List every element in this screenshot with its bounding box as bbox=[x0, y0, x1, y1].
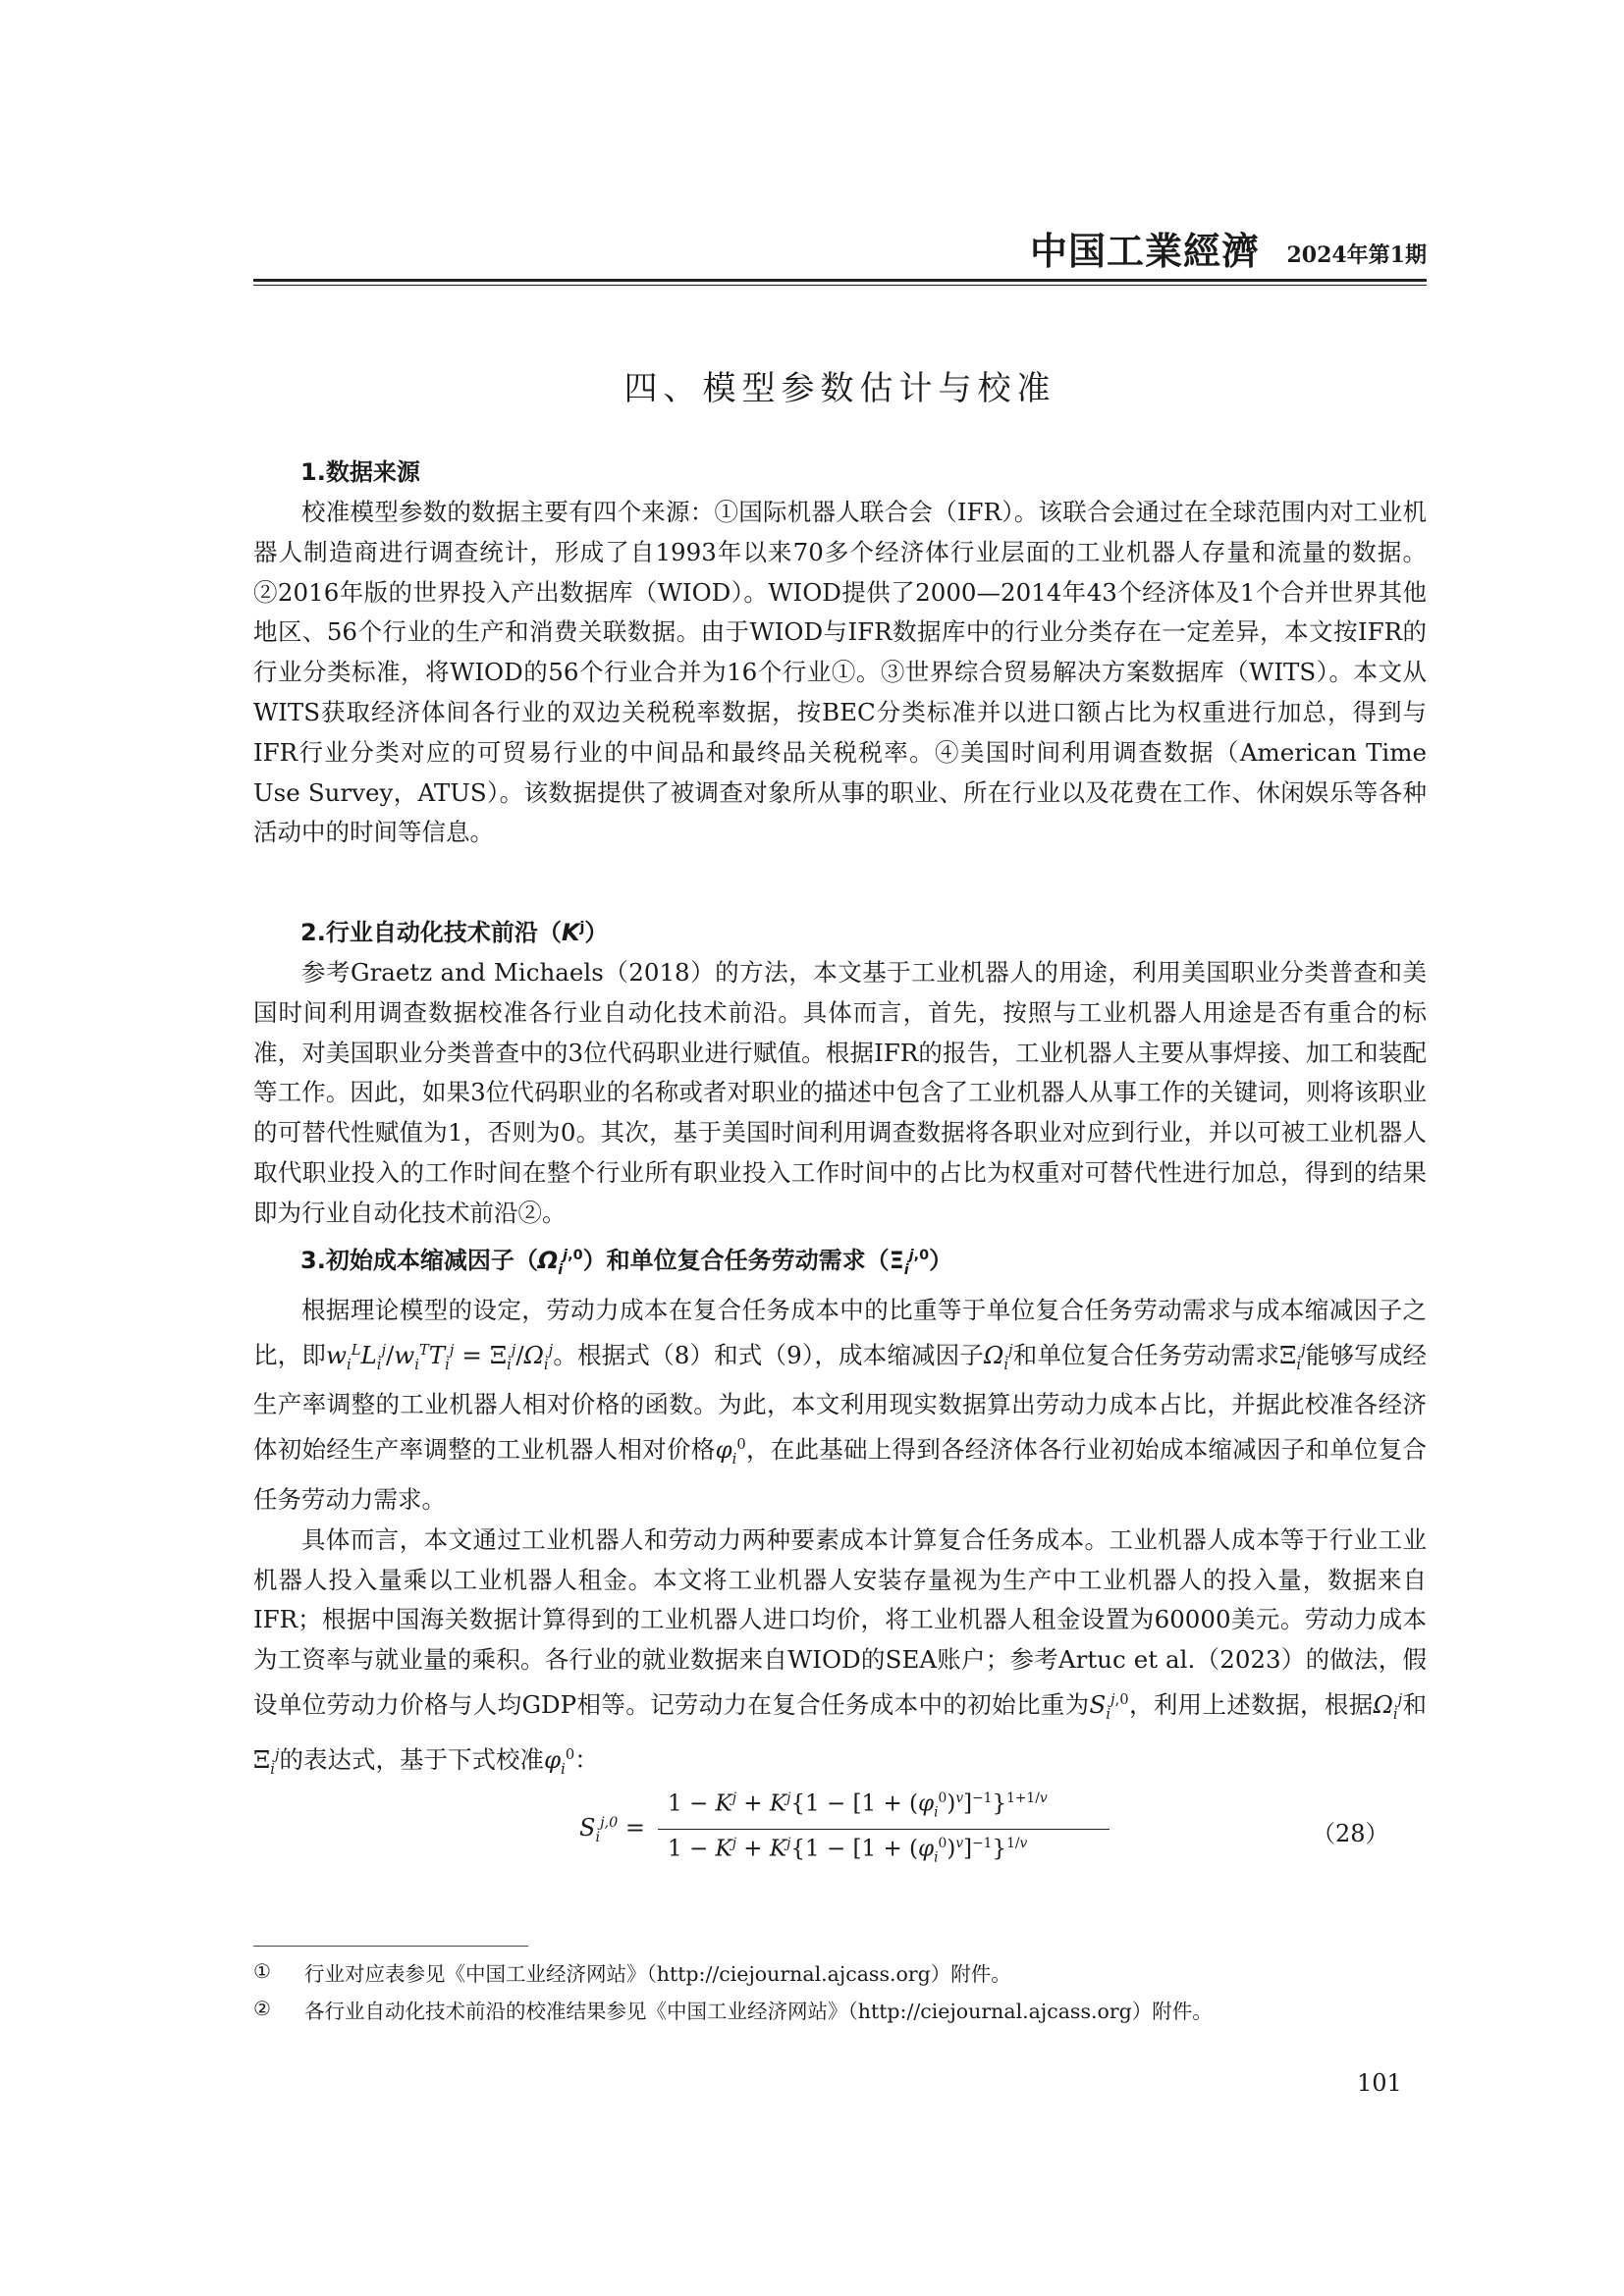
equation-lhs: $S_i^{j,0}$ = bbox=[579, 1814, 646, 1845]
section-title: 四、模型参数估计与校准 bbox=[623, 369, 1056, 408]
journal-name: 中国工業經濟 bbox=[1029, 229, 1260, 273]
section-automation-frontier bbox=[253, 907, 1427, 1234]
section-data-sources bbox=[253, 452, 1427, 853]
paragraph: 校准模型参数的数据主要有四个来源：①国际机器人联合会（IFR）。该联合会通过在全球范围内对工业机器人制造商进行调查统计，形成了自1993年以来70多个经济体行业层面的工业机器人存量和流量的数据。②2016年版的世界投入产出数据库（WIOD）。WIOD提供了2000—2014年43个经济体及1个合并世界其他地区、56个行业的生产和消费关联数据。由于WIOD与IFR数据库中的行业分类存在一定差异，本文按IFR的行业分类标准，将WIOD的56个行业合并为16个行业①。③世界综合贸易解决方案数据库（WITS）。本文从WITS获取经济体间各行业的双边关税税率数据，按BEC分类标准并以进口额占比为权重进行加总，得到与IFR行业分类对应的可贸易行业的中间品和最终品关税税率。④美国时间利用调查数据（American Time Use Survey，ATUS）。该数据提供了被调查对象所从事的职业、所在行业以及花费在工作、休闲娱乐等各种活动中的时间等信息。 bbox=[253, 498, 1427, 847]
footnote-rule bbox=[253, 1946, 528, 1947]
paragraph: 参考Graetz and Michaels（2018）的方法，本文基于工业机器人的用途，利用美国职业分类普查和美国时间利用调查数据校准各行业自动化技术前沿。具体而言，首先，按照与工业机器人用途是否有重合的标准，对美国职业分类普查中的3位代码职业进行赋值。根据IFR的报告，工业机器人主要从事焊接、加工和装配等工作。因此，如果3位代码职业的名称或者对职业的描述中包含了工业机器人从事工作的关键词，则将该职业的可替代性赋值为1，否则为0。其次，基于美国时间利用调查数据将各职业对应到行业，并以可被工业机器人取代职业投入的工作时间在整个行业所有职业投入工作时间中的占比为权重对可替代性进行加总，得到的结果即为行业自动化技术前沿②。 bbox=[253, 958, 1427, 1227]
footnote: 各行业自动化技术前沿的校准结果参见《中国工业经济网站》（http://ciejournal.ajcass.org）附件。 bbox=[304, 2000, 1213, 2023]
running-header bbox=[253, 228, 1427, 275]
subsection-heading: 3.初始成本缩减因子$(\Omega_i^{j,0})$和单位复合任务劳动需求$(\Xi_i^{j,0})$ bbox=[300, 1247, 953, 1278]
section-cost-reduction bbox=[253, 1235, 1427, 1790]
equation-numerator: $1 - K^j + K^j\{1 - [1 + (\varphi_i^0)^v]^{-1}\}^{1+1/v}$ bbox=[668, 1790, 1048, 1821]
equation-28 bbox=[579, 1787, 1129, 1875]
subsection-heading: 2.行业自动化技术前沿$(K^j)$ bbox=[300, 919, 609, 946]
subsection-heading: 1.数据来源 bbox=[300, 458, 420, 486]
equation-number: （28） bbox=[1312, 1820, 1389, 1847]
page-number: 101 bbox=[1357, 2069, 1402, 2097]
footnote: 行业对应表参见《中国工业经济网站》（http://ciejournal.ajcass.org）附件。 bbox=[304, 1962, 1011, 1986]
header-rule bbox=[253, 279, 1427, 282]
fraction-bar bbox=[658, 1829, 1110, 1830]
footnote-mark: ① bbox=[253, 1959, 271, 1983]
header-rule-thin bbox=[253, 285, 1427, 286]
issue-label: 2024年第1期 bbox=[1286, 242, 1427, 268]
equation-denominator: $1 - K^j + K^j\{1 - [1 + (\varphi_i^0)^v]^{-1}\}^{1/v}$ bbox=[668, 1836, 1028, 1866]
paragraph: 根据理论模型的设定，劳动力成本在复合任务成本中的比重等于单位复合任务劳动需求与成本缩减因子之比，即$w_i^LL_i^j/w_i^TT_i^j = \Xi_i^j/\Omega_i^j$。根据式（8）和式（9），成本缩减因子$\Omega_i^j$和单位复合任务劳动需求$\Xi_i^j$能够写成经生产率调整的工业机器人相对价格的函数。为此，本文利用现实数据算出劳动力成本占比，并据此校准各经济体初始经生产率调整的工业机器人相对价格$\varphi_i^0$，在此基础上得到各经济体各行业初始成本缩减因子和单位复合任务劳动力需求。 bbox=[253, 1295, 1428, 1515]
paragraph: 具体而言，本文通过工业机器人和劳动力两种要素成本计算复合任务成本。工业机器人成本等于行业工业机器人投入量乘以工业机器人租金。本文将工业机器人安装存量视为生产中工业机器人的投入量，数据来自IFR；根据中国海关数据计算得到的工业机器人进口均价，将工业机器人租金设置为60000美元。劳动力成本为工资率与就业量的乘积。各行业的就业数据来自WIOD的SEA账户；参考Artuc et al.（2023）的做法，假设单位劳动力价格与人均GDP相等。记劳动力在复合任务成本中的初始比重为$S_i^{j,0}$，利用上述数据，根据$\Omega_i^j$和$\Xi_i^j$的表达式，基于下式校准$\varphi_i^0$： bbox=[253, 1524, 1428, 1778]
footnote-mark: ② bbox=[253, 1997, 271, 2020]
